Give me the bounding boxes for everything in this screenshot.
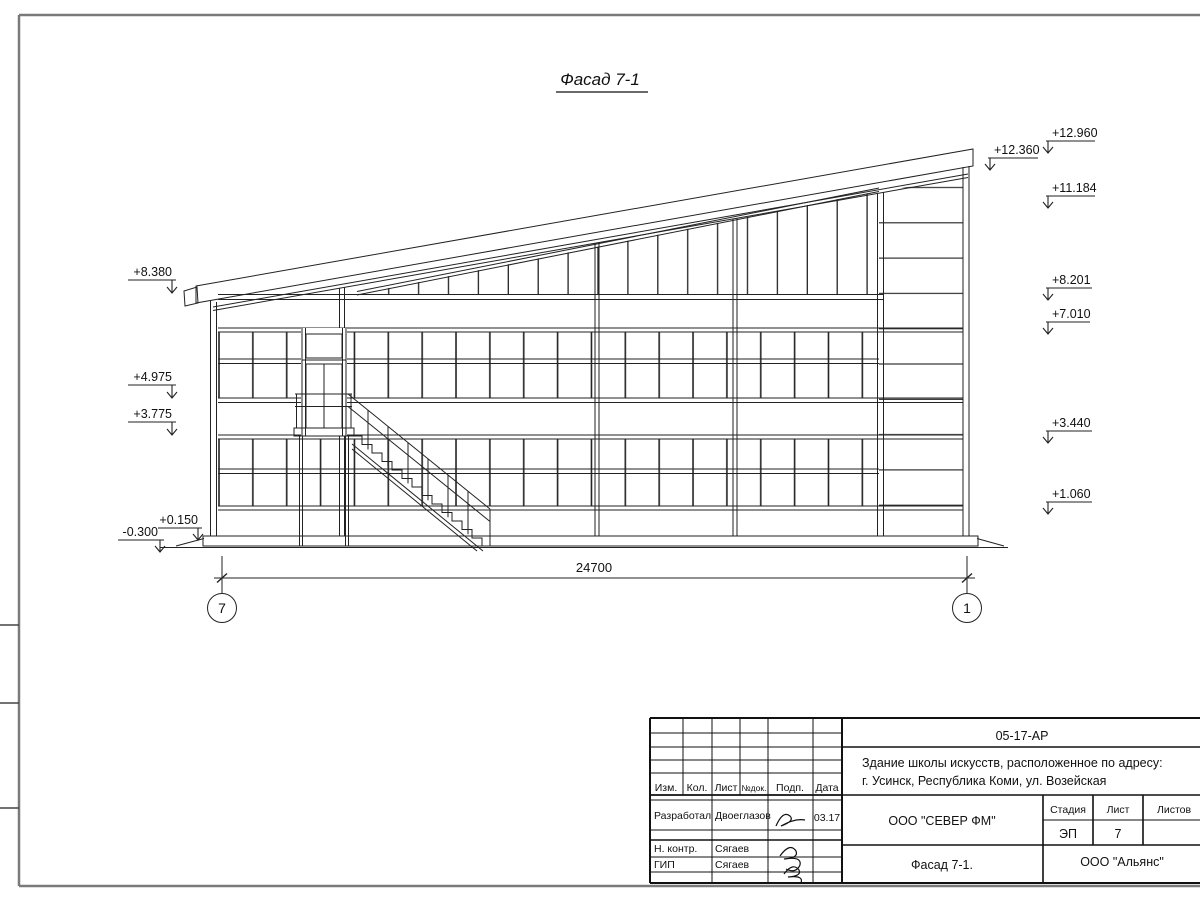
- name-ncontr: Сягаев: [715, 843, 750, 855]
- clerestory-windows: [218, 188, 883, 300]
- axis-label-1: 1: [963, 600, 971, 616]
- col-izm: Изм.: [654, 782, 678, 794]
- elevation-marker: [985, 143, 1040, 170]
- elevation-value: +3.440: [1052, 416, 1091, 430]
- axis-label-7: 7: [218, 600, 226, 616]
- elevation-value: +8.201: [1052, 273, 1091, 287]
- view-title-cell: Фасад 7-1.: [911, 858, 973, 872]
- designer-company: ООО "СЕВЕР ФМ": [888, 814, 996, 828]
- axis-bubble-1: [953, 594, 982, 623]
- right-wall: [963, 166, 969, 536]
- elevation-marker: [128, 407, 177, 435]
- elevation-value: +0.150: [159, 513, 198, 527]
- elevation-markers-right: [985, 126, 1098, 514]
- signature-scribbles: [776, 814, 805, 883]
- name-gip: Сягаев: [715, 859, 750, 871]
- stage-value: ЭП: [1059, 827, 1077, 841]
- sheets-label: Листов: [1156, 804, 1192, 816]
- sheet-value: 7: [1114, 827, 1122, 841]
- date-developed: 03.17: [813, 812, 841, 824]
- name-developed: Двоеглазов: [715, 810, 771, 822]
- plinth: [203, 536, 978, 546]
- elevation-marker: [1043, 487, 1092, 514]
- elevation-value: +11.184: [1052, 181, 1097, 195]
- elevation-marker: [158, 513, 203, 540]
- elevation-value: -0.300: [122, 525, 158, 539]
- dimension-value: 24700: [575, 560, 613, 575]
- view-title: Фасад 7-1: [560, 70, 640, 89]
- object-name-line1: Здание школы искусств, расположенное по адресу:: [862, 756, 1163, 770]
- col-kol: Кол.: [686, 782, 708, 794]
- role-ncontr: Н. контр.: [654, 843, 698, 855]
- client-company: ООО "Альянс": [1080, 855, 1164, 869]
- elevation-marker: [128, 265, 177, 293]
- elevation-marker: [1043, 126, 1098, 153]
- sheet-margin-ticks: [0, 625, 19, 808]
- col-ndok: №док.: [741, 783, 767, 793]
- elevation-marker: [1043, 307, 1091, 334]
- elevation-value: +4.975: [133, 370, 172, 384]
- elevation-marker: [118, 525, 165, 552]
- stage-label: Стадия: [1050, 804, 1086, 816]
- lower-window-band: [218, 435, 963, 510]
- elevation-marker: [1043, 416, 1092, 443]
- col-data: Дата: [815, 782, 839, 794]
- left-wall: [211, 301, 217, 536]
- elevation-value: +12.960: [1052, 126, 1098, 140]
- elevation-marker: [1043, 273, 1092, 300]
- doc-code: 05-17-АР: [995, 729, 1049, 743]
- elevation-value: +7.010: [1052, 307, 1091, 321]
- elevation-value: +8.380: [133, 265, 172, 279]
- building-facade: [160, 149, 1008, 551]
- sheet-label: Лист: [1106, 804, 1130, 816]
- right-panel-band: [879, 177, 963, 536]
- role-developed: Разработал: [654, 810, 712, 822]
- col-podp: Подп.: [776, 782, 804, 794]
- role-gip: ГИП: [654, 859, 675, 871]
- col-list: Лист: [714, 782, 738, 794]
- object-name-line2: г. Усинск, Республика Коми, ул. Возейская: [862, 774, 1107, 788]
- elevation-value: +3.775: [133, 407, 172, 421]
- elevation-marker: [128, 370, 177, 398]
- elevation-value: +1.060: [1052, 487, 1091, 501]
- elevation-markers-left: [118, 265, 203, 552]
- axis-bubble-7: [208, 594, 237, 623]
- elevation-value: +12.360: [994, 143, 1040, 157]
- elevation-marker: [1043, 181, 1097, 208]
- entrance-door: [301, 328, 347, 436]
